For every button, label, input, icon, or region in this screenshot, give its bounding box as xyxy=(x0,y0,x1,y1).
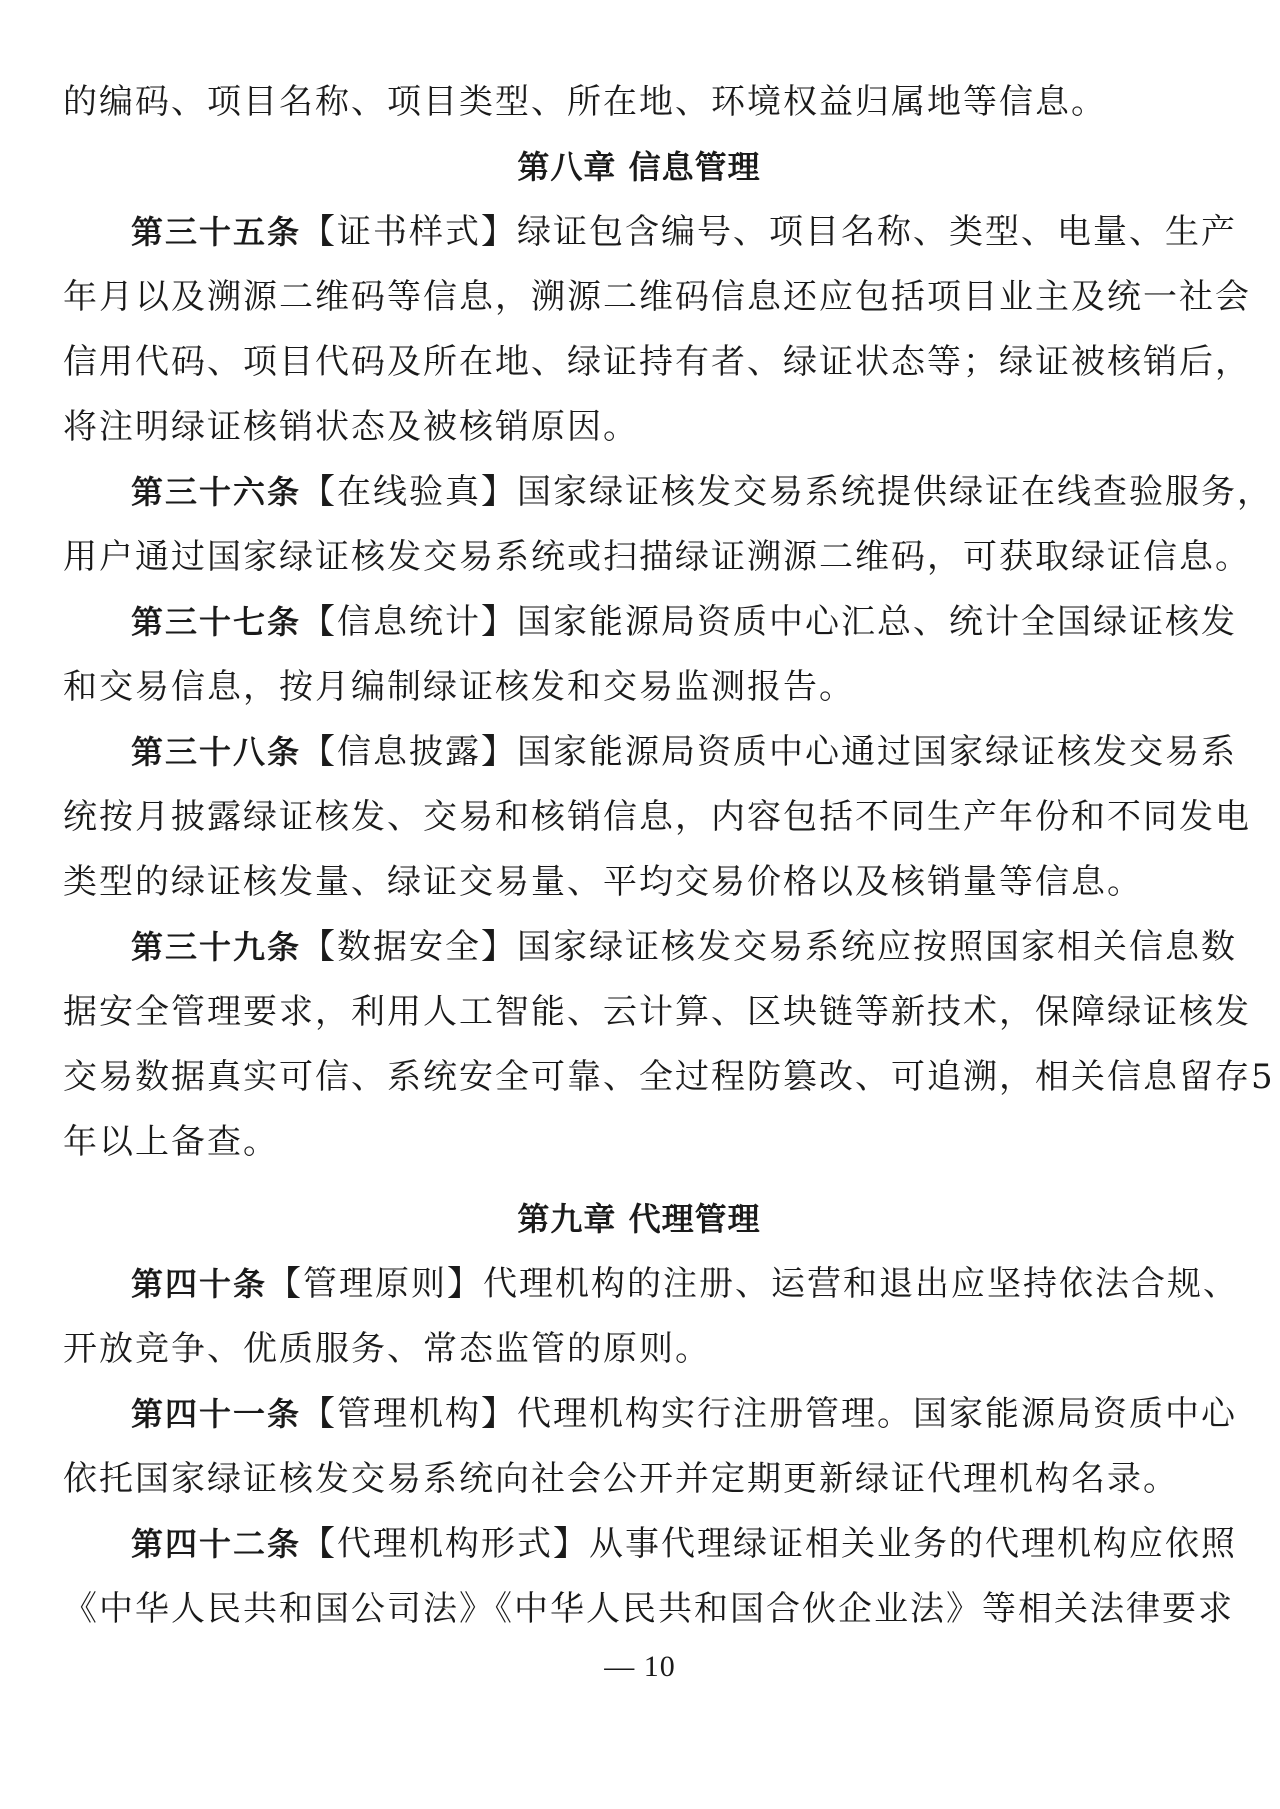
article-35-line-3: 信用代码、项目代码及所在地、绿证持有者、绿证状态等；绿证被核销后， xyxy=(63,342,1251,382)
article-text: 【在线验真】国家绿证核发交易系统提供绿证在线查验服务， xyxy=(301,472,1274,512)
document-page xyxy=(63,70,1275,1642)
article-41-line-2: 依托国家绿证核发交易系统向社会公开并定期更新绿证代理机构名录。 xyxy=(63,1459,1179,1499)
article-39-line-1 xyxy=(63,915,1238,980)
article-number: 第三十七条 xyxy=(131,603,302,641)
article-37-line-1 xyxy=(63,590,1238,655)
article-40-line-2: 开放竞争、优质服务、常态监管的原则。 xyxy=(63,1329,711,1369)
article-39-line-3: 交易数据真实可信、系统安全可靠、全过程防篡改、可追溯，相关信息留存5 xyxy=(63,1057,1275,1097)
article-number: 第四十二条 xyxy=(131,1525,302,1563)
article-39-line-2: 据安全管理要求，利用人工智能、云计算、区块链等新技术，保障绿证核发 xyxy=(63,992,1251,1032)
article-text: 【证书样式】绿证包含编号、项目名称、类型、电量、生产 xyxy=(301,212,1238,252)
article-39-line-4: 年以上备查。 xyxy=(63,1122,279,1162)
article-40-line-1 xyxy=(63,1252,1240,1317)
article-35-line-1 xyxy=(63,200,1238,265)
article-text: 【数据安全】国家绿证核发交易系统应按照国家相关信息数 xyxy=(301,927,1238,967)
article-36-line-1 xyxy=(63,460,1274,525)
article-text: 【代理机构形式】从事代理绿证相关业务的代理机构应依照 xyxy=(301,1524,1238,1564)
article-number: 第四十一条 xyxy=(131,1395,302,1433)
article-text: 【管理机构】代理机构实行注册管理。国家能源局资质中心 xyxy=(301,1394,1238,1434)
article-text: 【信息披露】国家能源局资质中心通过国家绿证核发交易系 xyxy=(301,732,1238,772)
chapter-heading-8: 第八章 信息管理 xyxy=(517,148,761,186)
article-text: 【信息统计】国家能源局资质中心汇总、统计全国绿证核发 xyxy=(301,602,1238,642)
article-number: 第三十五条 xyxy=(131,213,302,251)
article-text: 【管理原则】代理机构的注册、运营和退出应坚持依法合规、 xyxy=(267,1264,1240,1304)
article-number: 第三十八条 xyxy=(131,733,302,771)
article-42-line-1 xyxy=(63,1512,1238,1577)
article-37-line-2: 和交易信息，按月编制绿证核发和交易监测报告。 xyxy=(63,667,855,707)
page-number: — 10 xyxy=(604,1650,676,1683)
article-36-line-2: 用户通过国家绿证核发交易系统或扫描绿证溯源二维码，可获取绿证信息。 xyxy=(63,537,1251,577)
article-38-line-3: 类型的绿证核发量、绿证交易量、平均交易价格以及核销量等信息。 xyxy=(63,862,1143,902)
chapter-heading-9: 第九章 代理管理 xyxy=(517,1200,761,1238)
article-41-line-1 xyxy=(63,1382,1238,1447)
article-number: 第三十六条 xyxy=(131,473,302,511)
article-number: 第四十条 xyxy=(131,1265,268,1303)
article-38-line-1 xyxy=(63,720,1238,785)
article-42-line-2: 《中华人民共和国公司法》《中华人民共和国合伙企业法》等相关法律要求 xyxy=(63,1589,1234,1629)
article-35-line-2: 年月以及溯源二维码等信息，溯源二维码信息还应包括项目业主及统一社会 xyxy=(63,277,1251,317)
continuation-line: 的编码、项目名称、项目类型、所在地、环境权益归属地等信息。 xyxy=(63,82,1107,122)
article-35-line-4: 将注明绿证核销状态及被核销原因。 xyxy=(63,407,639,447)
article-number: 第三十九条 xyxy=(131,928,302,966)
article-38-line-2: 统按月披露绿证核发、交易和核销信息，内容包括不同生产年份和不同发电 xyxy=(63,797,1251,837)
